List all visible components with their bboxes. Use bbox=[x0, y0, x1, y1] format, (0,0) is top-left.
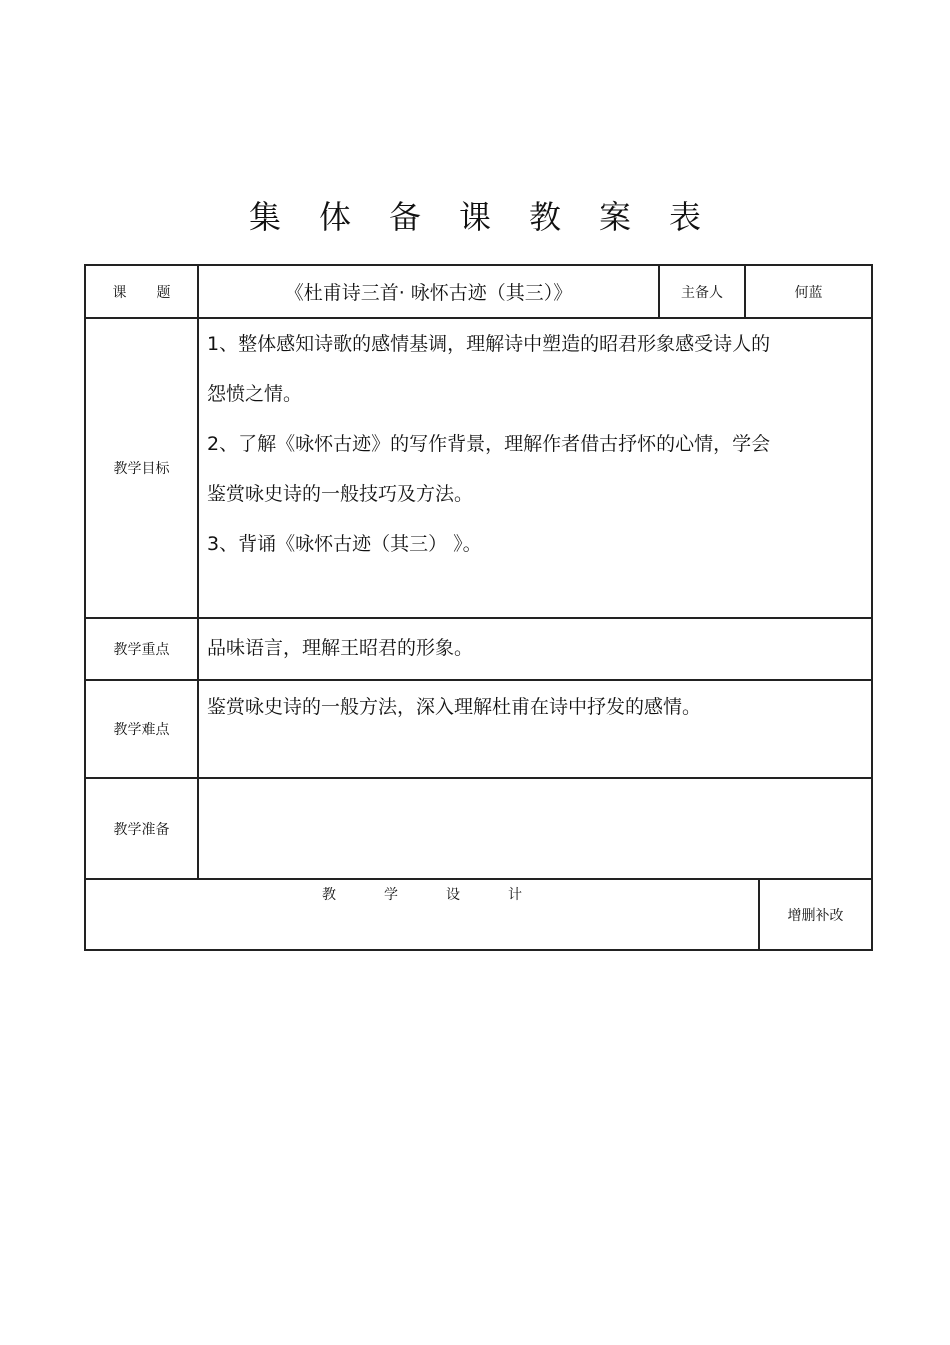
lesson-plan-table bbox=[84, 264, 873, 951]
objective-line: 怨愤之情。 bbox=[207, 383, 303, 405]
objectives-content bbox=[199, 319, 871, 617]
preparer-value: 何蓝 bbox=[794, 284, 823, 301]
revision-label: 增删补改 bbox=[787, 907, 844, 924]
title-char: 表 bbox=[668, 198, 701, 236]
page-title bbox=[0, 192, 950, 238]
objective-line: 1、整体感知诗歌的感情基调，理解诗中塑造的昭君形象感受诗人的 bbox=[207, 333, 771, 355]
design-heading-char: 计 bbox=[508, 887, 522, 903]
title-char: 集 bbox=[248, 198, 281, 236]
title-char: 案 bbox=[598, 198, 631, 236]
design-heading bbox=[86, 884, 758, 944]
topic-label bbox=[86, 266, 197, 317]
preparation-label: 教学准备 bbox=[113, 821, 170, 838]
row-divider bbox=[86, 878, 871, 880]
topic-value: 《杜甫诗三首· 咏怀古迹（其三）》 bbox=[284, 282, 573, 304]
preparer-label: 主备人 bbox=[681, 284, 723, 301]
design-heading-char: 学 bbox=[384, 887, 398, 903]
preparation-value bbox=[199, 779, 871, 878]
difficulties-value: 鉴赏咏史诗的一般方法，深入理解杜甫在诗中抒发的感情。 bbox=[207, 696, 702, 718]
title-char: 备 bbox=[388, 198, 421, 236]
title-char: 体 bbox=[318, 198, 351, 236]
key-points-label: 教学重点 bbox=[113, 642, 170, 658]
objective-line: 3、背诵《咏怀古迹（其三） 》。 bbox=[207, 533, 482, 555]
difficulties-label: 教学难点 bbox=[113, 722, 170, 738]
objective-line: 鉴赏咏史诗的一般技巧及方法。 bbox=[207, 483, 474, 505]
key-points-value: 品味语言，理解王昭君的形象。 bbox=[207, 637, 474, 659]
title-char: 课 bbox=[458, 198, 491, 236]
title-char: 教 bbox=[528, 198, 561, 236]
objective-line: 2、了解《咏怀古迹》的写作背景，理解作者借古抒怀的心情，学会 bbox=[207, 433, 771, 455]
objectives-label: 教学目标 bbox=[113, 461, 170, 477]
topic-label-char: 课 bbox=[112, 284, 127, 301]
topic-label-char: 题 bbox=[156, 284, 171, 301]
design-heading-char: 设 bbox=[446, 887, 460, 903]
design-heading-char: 教 bbox=[322, 887, 336, 903]
